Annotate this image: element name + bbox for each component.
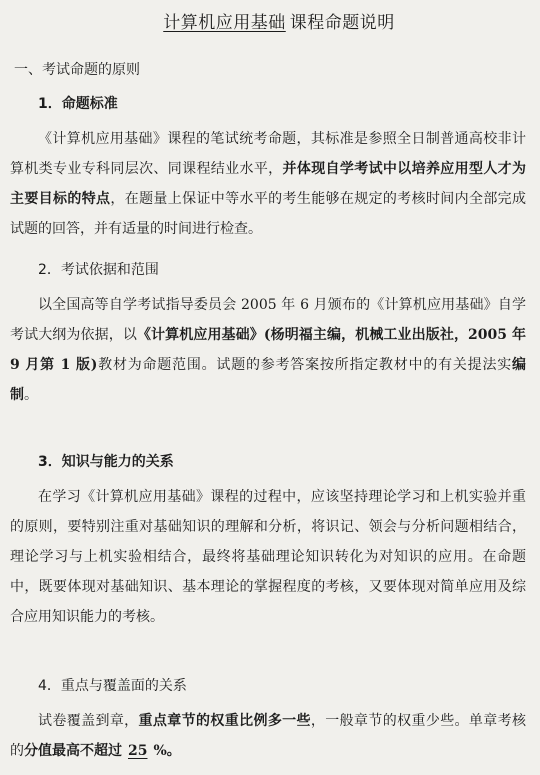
paragraph-basis-scope	[10, 290, 526, 410]
title-course-name: 计算机应用基础	[163, 13, 286, 33]
paragraph-emphasis: 分值最高不超过	[24, 743, 122, 759]
subheading-focus-coverage: 4．重点与覆盖面的关系	[38, 678, 187, 694]
subheading-standard: 1．命题标准	[38, 96, 118, 112]
paragraph-standard	[10, 124, 526, 244]
paragraph-text: 。	[166, 743, 181, 759]
paragraph-emphasis: 编制	[10, 357, 526, 403]
paragraph-text: ，一般章节的权重少些。单章考核的	[10, 713, 527, 759]
page-title	[0, 11, 540, 35]
paragraph-text: 教材为命题范围。试题的参考答案按所指定教材中的有关提法实	[97, 357, 512, 373]
paragraph-emphasis: 重点章节的权重比例多一些	[138, 713, 311, 729]
paragraph-text: ，在题量上保证中等水平的考生能够在规定的考核时间内全部完成试题的回答，并有适量的时间进行检查。	[10, 191, 527, 237]
percent-sign: %	[153, 743, 167, 759]
paragraph-knowledge-ability: 在学习《计算机应用基础》课程的过程中，应该坚持理论学习和上机实验并重的原则，要特别注重对基础知识的理解和分析，将识记、领会与分析问题相结合，理论学习与上机实验相结合，最终将基础理论知识转化为对知识的应用。在命题中，既要体现对基础知识、基本理论的掌握程度的考核，又要体现对简单应用及综合应用知识能力的考核。	[10, 489, 526, 625]
subheading-knowledge-ability: 3．知识与能力的关系	[38, 454, 174, 470]
section-heading-principles: 一、考试命题的原则	[14, 62, 140, 78]
paragraph-emphasis: 并体现自学考试中以培养应用型人才为主要目标的特点	[10, 161, 527, 207]
paragraph-text: 《计算机应用基础》课程的笔试统考命题，其标准是参照全日制普通高校非计算机类专业专科同层次、同课程结业水平，	[10, 131, 526, 177]
paragraph-focus-coverage	[10, 706, 526, 766]
paragraph-text: 。	[24, 387, 38, 403]
paragraph-text: 以全国高等自学考试指导委员会 2005 年 6 月颁布的《计算机应用基础》自学考试大纲为依据，以	[10, 297, 526, 343]
max-score-value: 25	[128, 743, 148, 759]
subheading-basis-scope: 2．考试依据和范围	[38, 262, 159, 278]
paragraph-emphasis: 《计算机应用基础》(杨明福主编，机械工业出版社，2005 年 9 月第 1 版)	[10, 327, 526, 373]
paragraph-text: 试卷覆盖到章，	[38, 713, 139, 729]
title-suffix: 课程命题说明	[289, 13, 395, 33]
